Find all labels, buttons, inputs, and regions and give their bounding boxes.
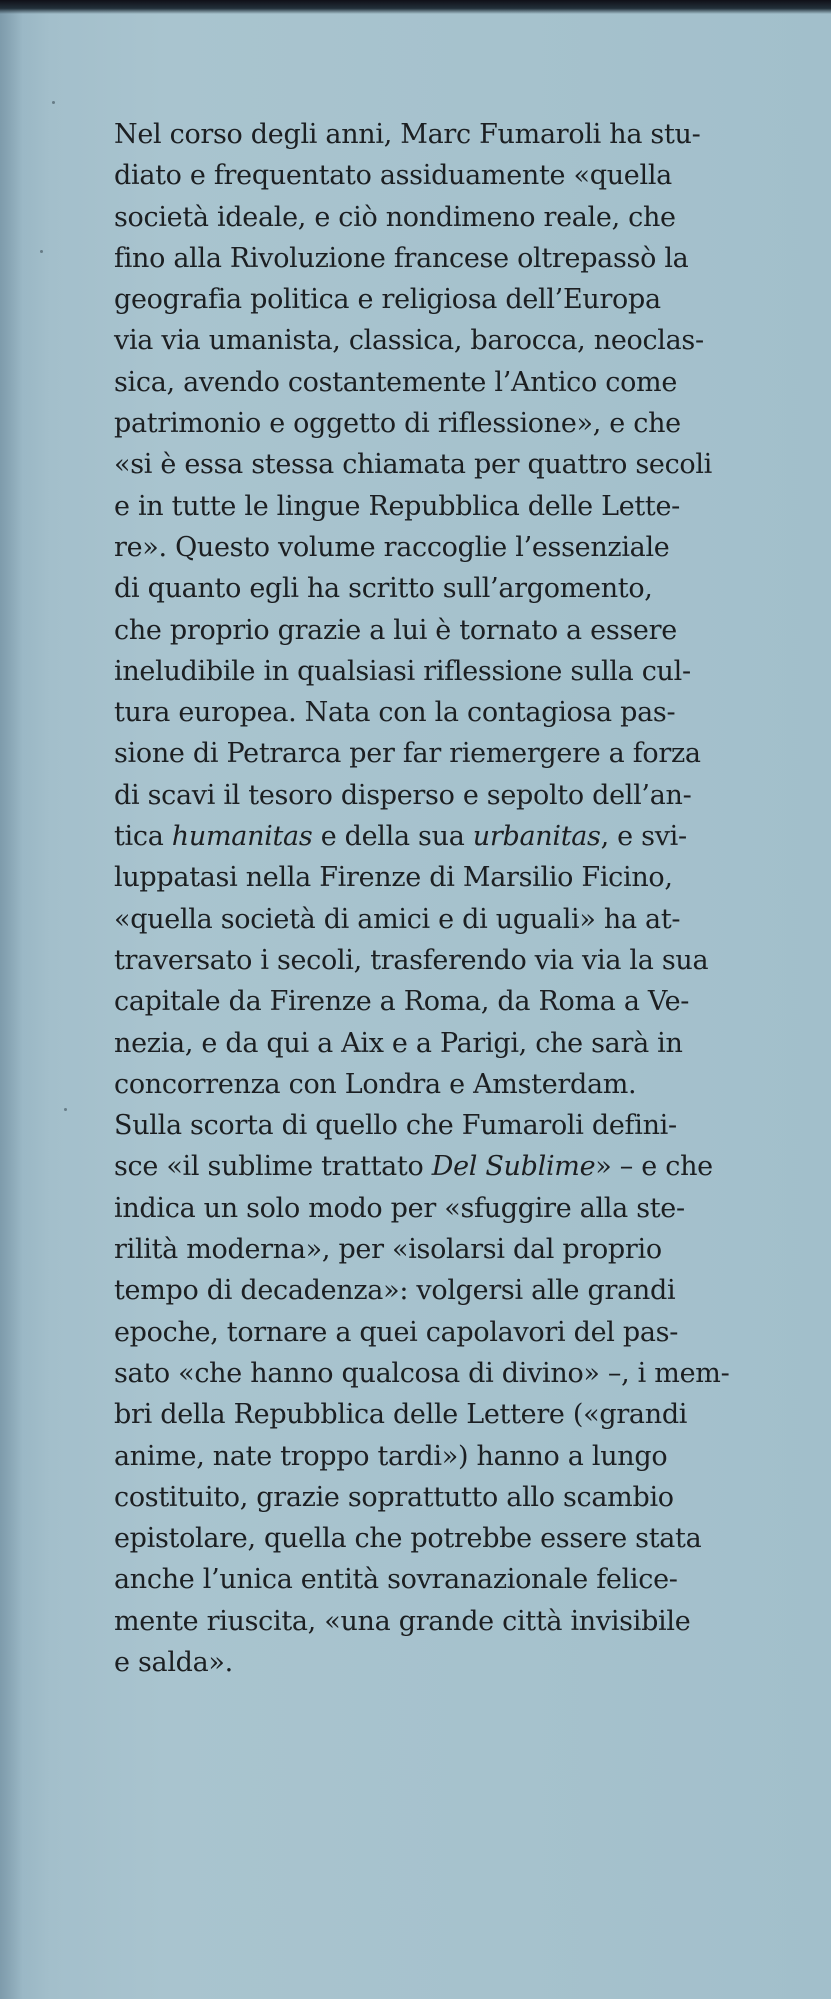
text-line: tempo di decadenza»: volgersi alle grandi xyxy=(114,1275,676,1307)
text-line: rilità moderna», per «isolarsi dal proprio xyxy=(114,1234,662,1266)
italic-term-humanitas: humanitas xyxy=(171,821,313,853)
text-line-italic-humanitas xyxy=(114,816,782,857)
text-line: nezia, e da qui a Aix e a Parigi, che sarà in xyxy=(114,1027,683,1059)
text-line: patrimonio e oggetto di riflessione», e che xyxy=(114,408,681,440)
paper-speck xyxy=(40,250,43,253)
text-line: epistolare, quella che potrebbe essere stata xyxy=(114,1523,702,1555)
text-fragment: » – e che xyxy=(595,1151,713,1183)
paper-speck xyxy=(64,1108,67,1111)
text-line: indica un solo modo per «sfuggire alla ste- xyxy=(114,1192,685,1224)
text-line: anche l’unica entità sovranazionale felice- xyxy=(114,1564,678,1596)
text-line: e in tutte le lingue Repubblica delle Lette- xyxy=(114,490,680,522)
text-line: «si è essa stessa chiamata per quattro secoli xyxy=(114,449,713,481)
text-line: concorrenza con Londra e Amsterdam. xyxy=(114,1068,637,1100)
text-line: via via umanista, classica, barocca, neoclas- xyxy=(114,325,704,357)
paper-speck xyxy=(52,101,55,104)
text-line: Sulla scorta di quello che Fumaroli defini- xyxy=(114,1110,677,1142)
text-line: «quella società di amici e di uguali» ha at- xyxy=(114,903,681,935)
text-line: mente riuscita, «una grande città invisibile xyxy=(114,1605,691,1637)
text-line-italic-del-sublime xyxy=(114,1146,782,1187)
text-line: sato «che hanno qualcosa di divino» –, i mem- xyxy=(114,1357,730,1389)
italic-term-urbanitas: urbanitas xyxy=(472,821,601,853)
text-fragment: , e svi- xyxy=(600,821,687,853)
text-line: ineludibile in qualsiasi riflessione sulla cul- xyxy=(114,655,691,687)
text-fragment: sce «il sublime trattato xyxy=(114,1151,432,1183)
text-line: diato e frequentato assiduamente «quella xyxy=(114,160,672,192)
text-line: di scavi il tesoro disperso e sepolto dell’an- xyxy=(114,779,692,811)
italic-title-del-sublime: Del Sublime xyxy=(431,1151,596,1183)
text-line: sica, avendo costantemente l’Antico come xyxy=(114,366,678,398)
text-line: sione di Petrarca per far riemergere a forza xyxy=(114,738,701,770)
text-line: luppatasi nella Firenze di Marsilio Ficino, xyxy=(114,862,673,894)
text-line: capitale da Firenze a Roma, da Roma a Ve- xyxy=(114,986,690,1018)
fold-shadow xyxy=(0,0,38,1999)
text-line: che proprio grazie a lui è tornato a essere xyxy=(114,614,677,646)
text-line: Nel corso degli anni, Marc Fumaroli ha stu- xyxy=(114,119,701,150)
blurb-text xyxy=(114,114,782,1683)
text-line: bri della Repubblica delle Lettere («grandi xyxy=(114,1399,688,1431)
text-line: re». Questo volume raccoglie l’essenziale xyxy=(114,531,670,563)
text-line: di quanto egli ha scritto sull’argomento, xyxy=(114,573,653,605)
text-line: e salda». xyxy=(114,1646,233,1678)
text-line: società ideale, e ciò nondimeno reale, che xyxy=(114,201,676,233)
text-line: geografia politica e religiosa dell’Europa xyxy=(114,284,661,316)
text-line: tura europea. Nata con la contagiosa pas- xyxy=(114,697,676,729)
text-fragment: tica xyxy=(114,821,172,853)
text-line: epoche, tornare a quei capolavori del pas- xyxy=(114,1316,679,1348)
text-line: costituito, grazie soprattutto allo scambio xyxy=(114,1481,674,1513)
top-edge xyxy=(0,0,831,14)
text-line: anime, nate troppo tardi») hanno a lungo xyxy=(114,1440,668,1472)
text-fragment: e della sua xyxy=(312,821,473,853)
text-line: fino alla Rivoluzione francese oltrepassò la xyxy=(114,242,689,274)
text-line: traversato i secoli, trasferendo via via la sua xyxy=(114,944,709,976)
